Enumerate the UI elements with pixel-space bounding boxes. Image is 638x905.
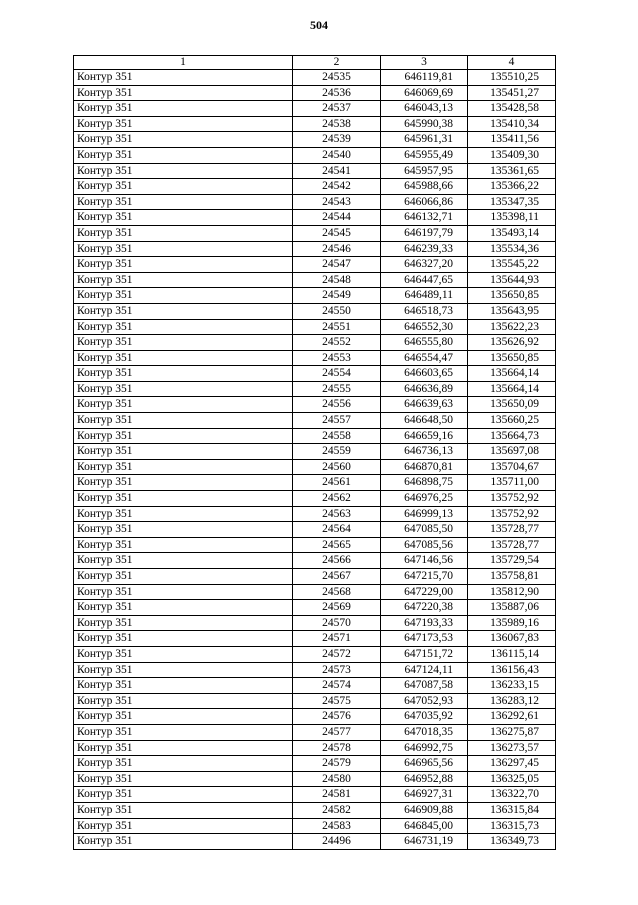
table-row [74,693,556,709]
table-row [74,319,556,335]
x-coordinate-cell: 646898,75 [381,475,468,491]
y-coordinate-cell: 135664,73 [468,428,556,444]
contour-name-cell: Контур 351 [74,272,293,288]
x-coordinate-cell: 646639,63 [381,397,468,413]
x-coordinate-cell: 647220,38 [381,600,468,616]
table-row [74,132,556,148]
table-row [74,85,556,101]
point-number-cell: 24581 [293,787,381,803]
x-coordinate-cell: 645990,38 [381,116,468,132]
table-row [74,366,556,382]
y-coordinate-cell: 135411,56 [468,132,556,148]
y-coordinate-cell: 135758,81 [468,569,556,585]
contour-name-cell: Контур 351 [74,194,293,210]
contour-name-cell: Контур 351 [74,491,293,507]
x-coordinate-cell: 646603,65 [381,366,468,382]
table-header-row [74,56,556,70]
point-number-cell: 24548 [293,272,381,288]
point-number-cell: 24554 [293,366,381,382]
x-coordinate-cell: 647146,56 [381,553,468,569]
point-number-cell: 24568 [293,584,381,600]
x-coordinate-cell: 647085,56 [381,537,468,553]
contour-name-cell: Контур 351 [74,818,293,834]
point-number-cell: 24541 [293,163,381,179]
contour-name-cell: Контур 351 [74,569,293,585]
point-number-cell: 24560 [293,459,381,475]
table-row [74,163,556,179]
table-row [74,459,556,475]
contour-name-cell: Контур 351 [74,257,293,273]
x-coordinate-cell: 646489,11 [381,288,468,304]
x-coordinate-cell: 646736,13 [381,444,468,460]
table-row [74,631,556,647]
contour-name-cell: Контур 351 [74,413,293,429]
x-coordinate-cell: 646927,31 [381,787,468,803]
table-row [74,522,556,538]
contour-name-cell: Контур 351 [74,70,293,86]
contour-name-cell: Контур 351 [74,459,293,475]
x-coordinate-cell: 646952,88 [381,771,468,787]
table-row [74,101,556,117]
table-row [74,288,556,304]
y-coordinate-cell: 136233,15 [468,678,556,694]
contour-name-cell: Контур 351 [74,600,293,616]
point-number-cell: 24550 [293,303,381,319]
point-number-cell: 24575 [293,693,381,709]
y-coordinate-cell: 135643,95 [468,303,556,319]
table-row [74,194,556,210]
contour-name-cell: Контур 351 [74,834,293,850]
contour-name-cell: Контур 351 [74,116,293,132]
y-coordinate-cell: 136322,70 [468,787,556,803]
y-coordinate-cell: 135493,14 [468,225,556,241]
y-coordinate-cell: 136275,87 [468,724,556,740]
contour-name-cell: Контур 351 [74,428,293,444]
contour-name-cell: Контур 351 [74,366,293,382]
point-number-cell: 24582 [293,802,381,818]
table-row [74,771,556,787]
table-row [74,225,556,241]
contour-name-cell: Контур 351 [74,802,293,818]
point-number-cell: 24556 [293,397,381,413]
table-body [74,70,556,850]
y-coordinate-cell: 135650,09 [468,397,556,413]
x-coordinate-cell: 646554,47 [381,350,468,366]
y-coordinate-cell: 135545,22 [468,257,556,273]
y-coordinate-cell: 135644,93 [468,272,556,288]
point-number-cell: 24565 [293,537,381,553]
point-number-cell: 24544 [293,210,381,226]
contour-name-cell: Контур 351 [74,147,293,163]
contour-name-cell: Контур 351 [74,506,293,522]
point-number-cell: 24578 [293,740,381,756]
x-coordinate-cell: 647035,92 [381,709,468,725]
contour-name-cell: Контур 351 [74,615,293,631]
contour-name-cell: Контур 351 [74,444,293,460]
point-number-cell: 24580 [293,771,381,787]
table-row [74,147,556,163]
x-coordinate-cell: 646066,86 [381,194,468,210]
y-coordinate-cell: 135650,85 [468,288,556,304]
contour-name-cell: Контур 351 [74,132,293,148]
table-row [74,787,556,803]
x-coordinate-cell: 646132,71 [381,210,468,226]
table-row [74,210,556,226]
y-coordinate-cell: 135752,92 [468,491,556,507]
x-coordinate-cell: 646239,33 [381,241,468,257]
table-row [74,397,556,413]
x-coordinate-cell: 646992,75 [381,740,468,756]
contour-name-cell: Контур 351 [74,693,293,709]
contour-name-cell: Контур 351 [74,771,293,787]
x-coordinate-cell: 646043,13 [381,101,468,117]
x-coordinate-cell: 647085,50 [381,522,468,538]
x-coordinate-cell: 645961,31 [381,132,468,148]
y-coordinate-cell: 136325,05 [468,771,556,787]
point-number-cell: 24572 [293,646,381,662]
y-coordinate-cell: 135361,65 [468,163,556,179]
contour-name-cell: Контур 351 [74,210,293,226]
x-coordinate-cell: 646976,25 [381,491,468,507]
point-number-cell: 24542 [293,179,381,195]
contour-name-cell: Контур 351 [74,335,293,351]
point-number-cell: 24547 [293,257,381,273]
contour-name-cell: Контур 351 [74,787,293,803]
x-coordinate-cell: 647124,11 [381,662,468,678]
x-coordinate-cell: 647193,33 [381,615,468,631]
y-coordinate-cell: 136283,12 [468,693,556,709]
y-coordinate-cell: 135622,23 [468,319,556,335]
point-number-cell: 24583 [293,818,381,834]
contour-name-cell: Контур 351 [74,241,293,257]
table-row [74,272,556,288]
y-coordinate-cell: 135398,11 [468,210,556,226]
x-coordinate-cell: 646069,69 [381,85,468,101]
x-coordinate-cell: 645957,95 [381,163,468,179]
point-number-cell: 24562 [293,491,381,507]
coordinates-table-container [73,55,556,850]
y-coordinate-cell: 135409,30 [468,147,556,163]
x-coordinate-cell: 647229,00 [381,584,468,600]
table-row [74,646,556,662]
point-number-cell: 24552 [293,335,381,351]
x-coordinate-cell: 646119,81 [381,70,468,86]
y-coordinate-cell: 136067,83 [468,631,556,647]
table-row [74,491,556,507]
point-number-cell: 24576 [293,709,381,725]
table-row [74,537,556,553]
y-coordinate-cell: 135660,25 [468,413,556,429]
contour-name-cell: Контур 351 [74,553,293,569]
x-coordinate-cell: 646909,88 [381,802,468,818]
contour-name-cell: Контур 351 [74,397,293,413]
point-number-cell: 24546 [293,241,381,257]
table-row [74,241,556,257]
point-number-cell: 24561 [293,475,381,491]
x-coordinate-cell: 647151,72 [381,646,468,662]
point-number-cell: 24553 [293,350,381,366]
x-coordinate-cell: 646965,56 [381,756,468,772]
point-number-cell: 24570 [293,615,381,631]
point-number-cell: 24535 [293,70,381,86]
point-number-cell: 24559 [293,444,381,460]
point-number-cell: 24537 [293,101,381,117]
point-number-cell: 24543 [293,194,381,210]
contour-name-cell: Контур 351 [74,678,293,694]
x-coordinate-cell: 645988,66 [381,179,468,195]
y-coordinate-cell: 135410,34 [468,116,556,132]
y-coordinate-cell: 135989,16 [468,615,556,631]
coordinates-table [73,55,556,850]
y-coordinate-cell: 135428,58 [468,101,556,117]
point-number-cell: 24569 [293,600,381,616]
point-number-cell: 24558 [293,428,381,444]
table-row [74,381,556,397]
table-row [74,444,556,460]
x-coordinate-cell: 646555,80 [381,335,468,351]
y-coordinate-cell: 135812,90 [468,584,556,600]
y-coordinate-cell: 135626,92 [468,335,556,351]
y-coordinate-cell: 135711,00 [468,475,556,491]
y-coordinate-cell: 135534,36 [468,241,556,257]
point-number-cell: 24545 [293,225,381,241]
x-coordinate-cell: 646636,89 [381,381,468,397]
x-coordinate-cell: 646999,13 [381,506,468,522]
column-header-1: 1 [74,56,293,70]
y-coordinate-cell: 135887,06 [468,600,556,616]
table-row [74,506,556,522]
y-coordinate-cell: 135729,54 [468,553,556,569]
contour-name-cell: Контур 351 [74,163,293,179]
contour-name-cell: Контур 351 [74,288,293,304]
contour-name-cell: Контур 351 [74,631,293,647]
x-coordinate-cell: 646518,73 [381,303,468,319]
x-coordinate-cell: 646197,79 [381,225,468,241]
y-coordinate-cell: 135697,08 [468,444,556,460]
table-row [74,350,556,366]
y-coordinate-cell: 135664,14 [468,381,556,397]
table-row [74,428,556,444]
point-number-cell: 24567 [293,569,381,585]
table-row [74,257,556,273]
y-coordinate-cell: 135451,27 [468,85,556,101]
contour-name-cell: Контур 351 [74,101,293,117]
point-number-cell: 24557 [293,413,381,429]
point-number-cell: 24574 [293,678,381,694]
point-number-cell: 24571 [293,631,381,647]
contour-name-cell: Контур 351 [74,85,293,101]
x-coordinate-cell: 646552,30 [381,319,468,335]
contour-name-cell: Контур 351 [74,756,293,772]
table-row [74,70,556,86]
y-coordinate-cell: 135704,67 [468,459,556,475]
contour-name-cell: Контур 351 [74,381,293,397]
contour-name-cell: Контур 351 [74,319,293,335]
table-row [74,834,556,850]
table-row [74,802,556,818]
y-coordinate-cell: 136297,45 [468,756,556,772]
x-coordinate-cell: 647052,93 [381,693,468,709]
y-coordinate-cell: 136315,73 [468,818,556,834]
point-number-cell: 24573 [293,662,381,678]
point-number-cell: 24564 [293,522,381,538]
column-header-4: 4 [468,56,556,70]
contour-name-cell: Контур 351 [74,179,293,195]
contour-name-cell: Контур 351 [74,303,293,319]
column-header-3: 3 [381,56,468,70]
x-coordinate-cell: 646648,50 [381,413,468,429]
x-coordinate-cell: 646845,00 [381,818,468,834]
table-row [74,818,556,834]
point-number-cell: 24539 [293,132,381,148]
point-number-cell: 24549 [293,288,381,304]
contour-name-cell: Контур 351 [74,662,293,678]
table-row [74,678,556,694]
point-number-cell: 24566 [293,553,381,569]
y-coordinate-cell: 135752,92 [468,506,556,522]
x-coordinate-cell: 647173,53 [381,631,468,647]
y-coordinate-cell: 135366,22 [468,179,556,195]
y-coordinate-cell: 136292,61 [468,709,556,725]
point-number-cell: 24551 [293,319,381,335]
x-coordinate-cell: 647018,35 [381,724,468,740]
contour-name-cell: Контур 351 [74,522,293,538]
y-coordinate-cell: 135728,77 [468,522,556,538]
point-number-cell: 24538 [293,116,381,132]
x-coordinate-cell: 646731,19 [381,834,468,850]
table-row [74,740,556,756]
y-coordinate-cell: 136349,73 [468,834,556,850]
x-coordinate-cell: 646327,20 [381,257,468,273]
y-coordinate-cell: 135728,77 [468,537,556,553]
table-row [74,116,556,132]
table-row [74,724,556,740]
x-coordinate-cell: 646447,65 [381,272,468,288]
contour-name-cell: Контур 351 [74,646,293,662]
contour-name-cell: Контур 351 [74,350,293,366]
y-coordinate-cell: 136115,14 [468,646,556,662]
x-coordinate-cell: 647215,70 [381,569,468,585]
point-number-cell: 24563 [293,506,381,522]
y-coordinate-cell: 136273,57 [468,740,556,756]
point-number-cell: 24579 [293,756,381,772]
y-coordinate-cell: 135347,35 [468,194,556,210]
table-row [74,584,556,600]
page-number: 504 [310,18,328,32]
table-row [74,553,556,569]
table-row [74,335,556,351]
contour-name-cell: Контур 351 [74,724,293,740]
y-coordinate-cell: 136315,84 [468,802,556,818]
y-coordinate-cell: 135664,14 [468,366,556,382]
table-row [74,709,556,725]
table-row [74,413,556,429]
contour-name-cell: Контур 351 [74,584,293,600]
table-row [74,756,556,772]
contour-name-cell: Контур 351 [74,537,293,553]
table-row [74,179,556,195]
column-header-2: 2 [293,56,381,70]
contour-name-cell: Контур 351 [74,225,293,241]
point-number-cell: 24496 [293,834,381,850]
x-coordinate-cell: 647087,58 [381,678,468,694]
point-number-cell: 24577 [293,724,381,740]
table-row [74,600,556,616]
x-coordinate-cell: 646870,81 [381,459,468,475]
table-row [74,662,556,678]
x-coordinate-cell: 645955,49 [381,147,468,163]
x-coordinate-cell: 646659,16 [381,428,468,444]
contour-name-cell: Контур 351 [74,709,293,725]
table-row [74,569,556,585]
y-coordinate-cell: 136156,43 [468,662,556,678]
y-coordinate-cell: 135510,25 [468,70,556,86]
contour-name-cell: Контур 351 [74,475,293,491]
point-number-cell: 24540 [293,147,381,163]
table-row [74,475,556,491]
point-number-cell: 24536 [293,85,381,101]
y-coordinate-cell: 135650,85 [468,350,556,366]
point-number-cell: 24555 [293,381,381,397]
contour-name-cell: Контур 351 [74,740,293,756]
table-row [74,303,556,319]
table-row [74,615,556,631]
